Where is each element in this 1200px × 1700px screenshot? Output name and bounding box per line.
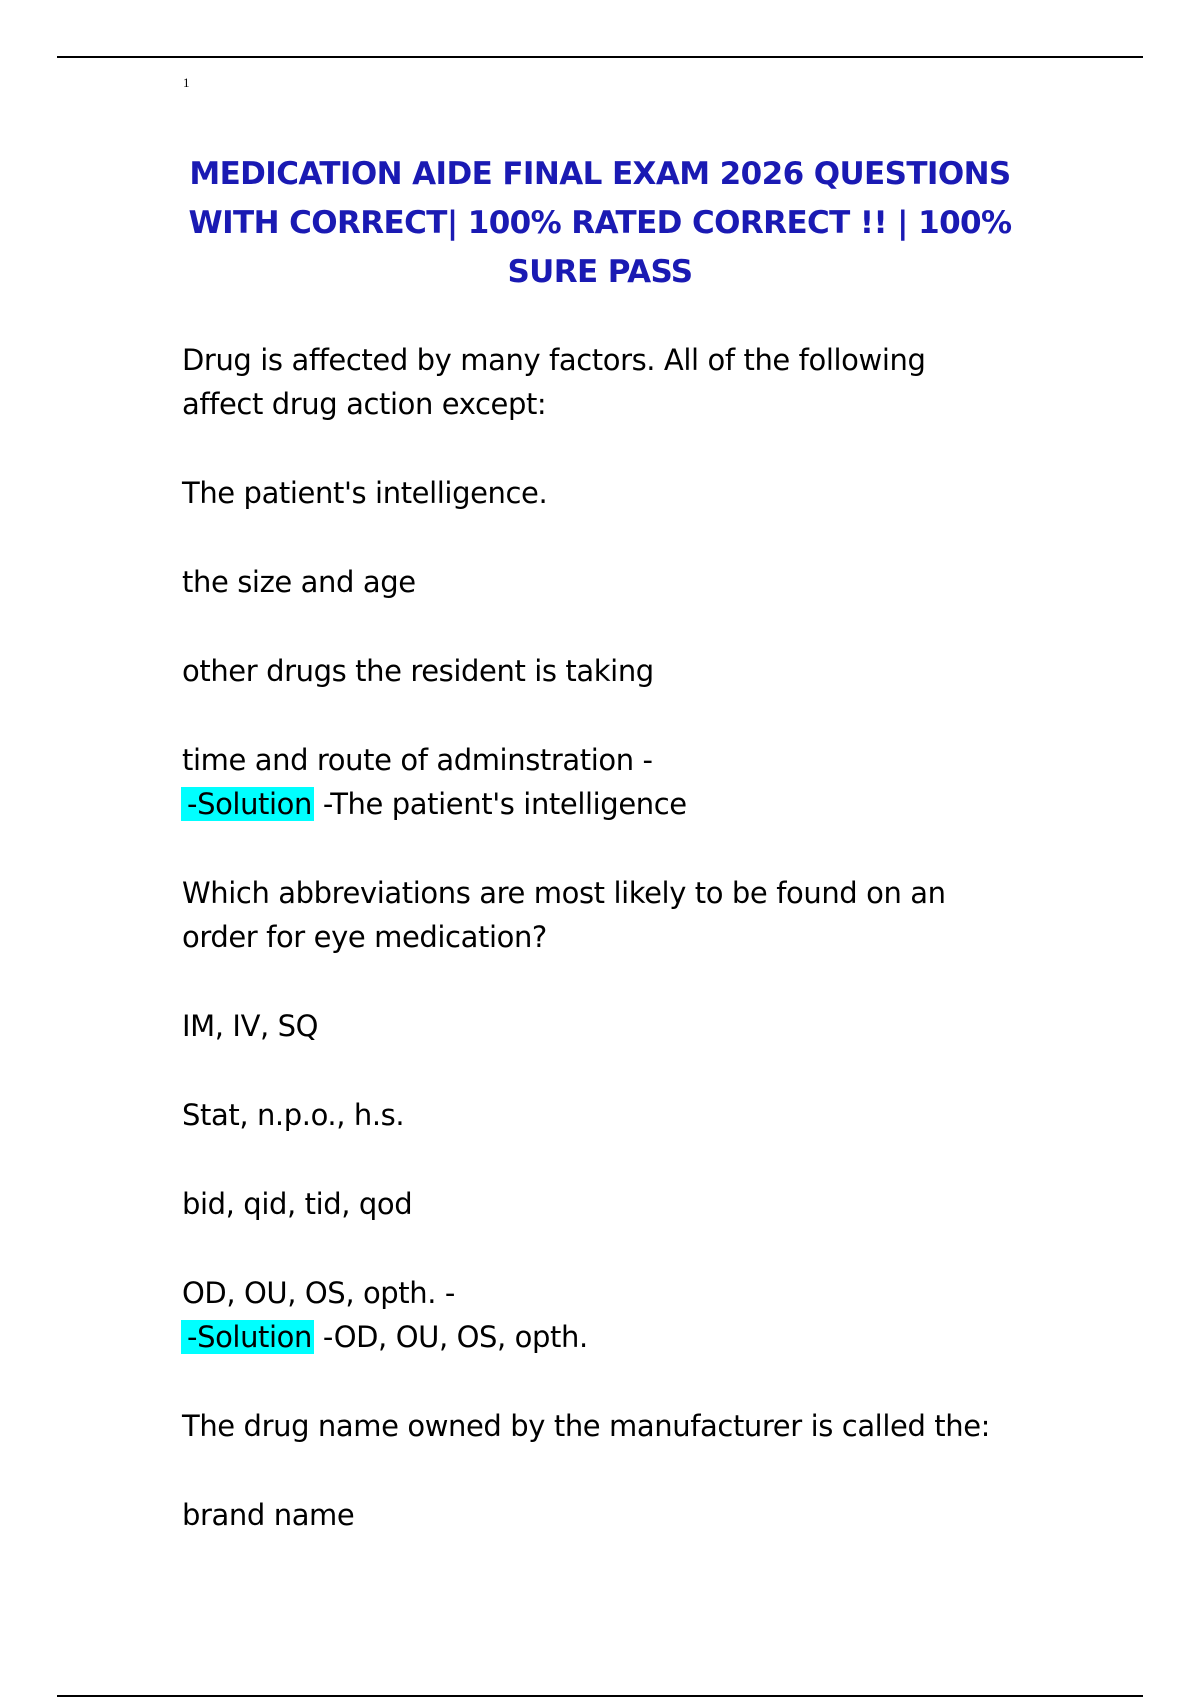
solution-label: -Solution <box>181 787 314 821</box>
question-text: Drug is affected by many factors. All of the following <box>182 343 926 377</box>
document-body <box>182 338 1062 1582</box>
option-text: bid, qid, tid, qod <box>182 1187 413 1221</box>
answer-option <box>182 1093 1062 1137</box>
solution-text: -OD, OU, OS, opth. <box>314 1320 588 1354</box>
option-text: brand name <box>182 1498 355 1532</box>
title-line: SURE PASS <box>507 254 693 290</box>
answer-option <box>182 1004 1062 1048</box>
answer-option <box>182 649 1062 693</box>
answer-option <box>182 1493 1062 1537</box>
answer-option-with-solution <box>182 738 1062 826</box>
option-text: time and route of adminstration - <box>182 743 653 777</box>
solution-label: -Solution <box>181 1320 314 1354</box>
option-text: OD, OU, OS, opth. - <box>182 1276 455 1310</box>
answer-option-with-solution <box>182 1271 1062 1359</box>
question-text: order for eye medication? <box>182 920 547 954</box>
question-stem <box>182 338 1062 426</box>
option-text: IM, IV, SQ <box>182 1009 319 1043</box>
footer-rule <box>57 1695 1143 1697</box>
question-text: The drug name owned by the manufacturer is called the: <box>182 1409 991 1443</box>
solution-text: -The patient's intelligence <box>314 787 687 821</box>
answer-option <box>182 560 1062 604</box>
title-line: MEDICATION AIDE FINAL EXAM 2026 QUESTIONS <box>189 156 1011 192</box>
document-title <box>150 150 1050 297</box>
answer-option <box>182 1182 1062 1226</box>
question-stem <box>182 1404 1062 1448</box>
answer-option <box>182 471 1062 515</box>
option-text: Stat, n.p.o., h.s. <box>182 1098 405 1132</box>
title-line: WITH CORRECT| 100% RATED CORRECT !! | 100% <box>188 205 1012 241</box>
question-stem <box>182 871 1062 959</box>
question-text: affect drug action except: <box>182 387 547 421</box>
option-text: other drugs the resident is taking <box>182 654 654 688</box>
solution-line <box>182 1315 1062 1359</box>
option-text: the size and age <box>182 565 416 599</box>
header-rule <box>57 56 1143 58</box>
solution-line <box>182 782 1062 826</box>
question-text: Which abbreviations are most likely to be found on an <box>182 876 946 910</box>
option-text: The patient's intelligence. <box>182 476 548 510</box>
page-number: 1 <box>183 75 190 90</box>
